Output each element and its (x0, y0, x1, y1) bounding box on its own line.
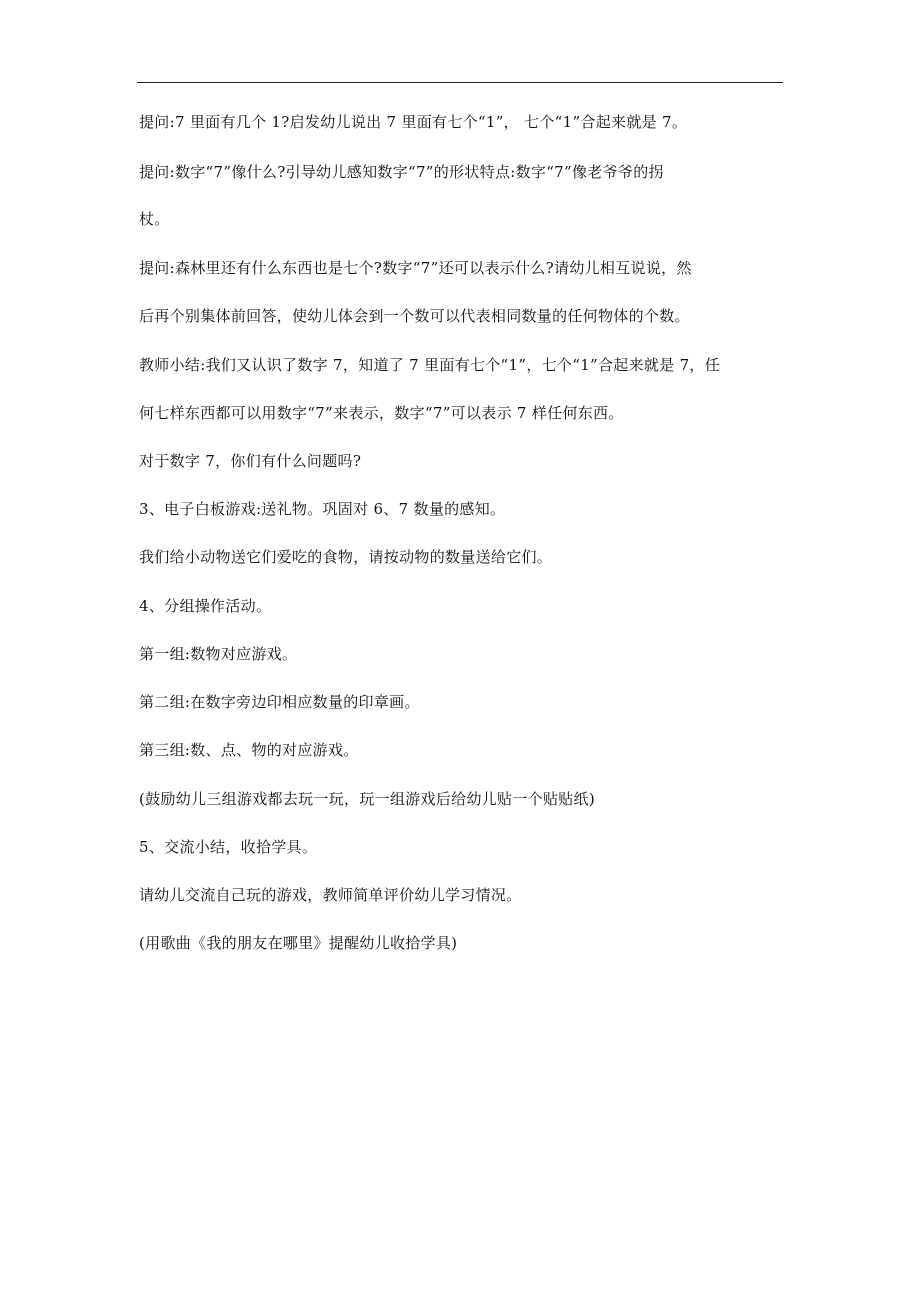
text-line: 杖。 (139, 210, 170, 228)
text-line: (鼓励幼儿三组游戏都去玩一玩，玩一组游戏后给幼儿贴一个贴贴纸) (139, 790, 596, 808)
text-line: 5、交流小结，收拾学具。 (139, 838, 318, 856)
text-line: 后再个别集体前回答，使幼儿体会到一个数可以代表相同数量的任何物体的个数。 (139, 307, 690, 325)
text-line: 提问:森林里还有什么东西也是七个?数字“7”还可以表示什么?请幼儿相互说说，然 (139, 259, 692, 277)
text-line: 4、分组操作活动。 (139, 597, 272, 615)
header-rule (137, 82, 783, 83)
text-line: 何七样东西都可以用数字“7”来表示，数字“7”可以表示 7 样任何东西。 (139, 404, 624, 422)
text-line: 第三组:数、点、物的对应游戏。 (139, 741, 359, 759)
text-line: 第一组:数物对应游戏。 (139, 645, 298, 663)
text-line: 提问:数字“7”像什么?引导幼儿感知数字“7”的形状特点:数字“7”像老爷爷的拐 (139, 163, 664, 181)
text-line: 对于数字 7，你们有什么问题吗? (139, 452, 362, 470)
text-line: 第二组:在数字旁边印相应数量的印章画。 (139, 693, 420, 711)
text-line: 3、电子白板游戏:送礼物。巩固对 6、7 数量的感知。 (139, 500, 506, 518)
text-line: 教师小结:我们又认识了数字 7，知道了 7 里面有七个“1”，七个“1”合起来就是 7，任 (139, 356, 721, 374)
text-line: 我们给小动物送它们爱吃的食物，请按动物的数量送给它们。 (139, 548, 553, 566)
text-line: 提问:7 里面有几个 1?启发幼儿说出 7 里面有七个“1”， 七个“1”合起来就是 7。 (139, 113, 688, 131)
text-line: 请幼儿交流自己玩的游戏，教师简单评价幼儿学习情况。 (139, 886, 522, 904)
text-line: (用歌曲《我的朋友在哪里》提醒幼儿收拾学具) (139, 934, 458, 952)
